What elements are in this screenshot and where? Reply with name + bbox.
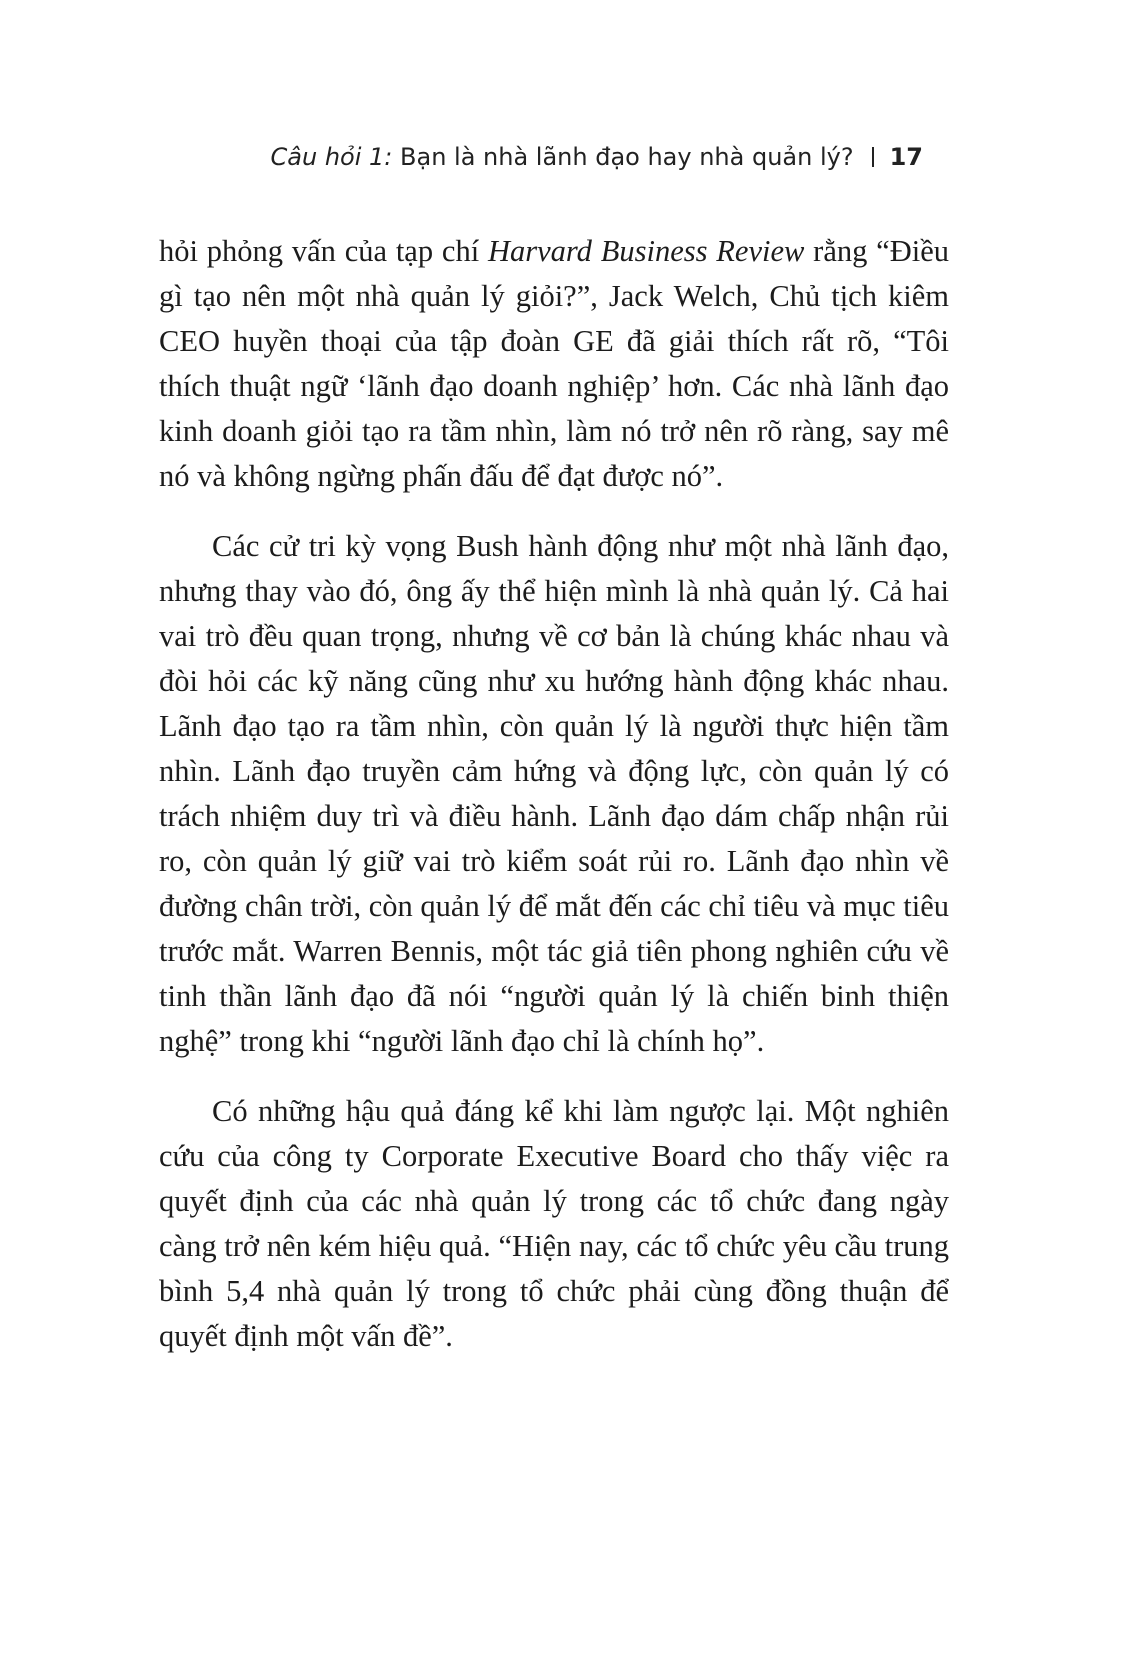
page-number: 17 [889, 143, 923, 171]
publication-title: Harvard Business Review [487, 234, 805, 268]
paragraph-continuation [159, 229, 949, 499]
header-separator [872, 147, 874, 167]
body-text [159, 229, 949, 1384]
paragraph-text: hỏi phỏng vấn của tạp chí [159, 234, 488, 268]
chapter-label: Câu hỏi 1: [270, 143, 393, 171]
chapter-title: Bạn là nhà lãnh đạo hay nhà quản lý? [392, 143, 854, 171]
paragraph: Các cử tri kỳ vọng Bush hành động như một nhà lãnh đạo, nhưng thay vào đó, ông ấy thể hiện mình là nhà quản lý. Cả hai vai trò đều quan trọng, nhưng về cơ bản là chúng khác nhau và đòi hỏi các kỹ năng cũng như xu hướng hành động khác nhau. Lãnh đạo tạo ra tầm nhìn, còn quản lý là người thực hiện tầm nhìn. Lãnh đạo truyền cảm hứng và động lực, còn quản lý có trách nhiệm duy trì và điều hành. Lãnh đạo dám chấp nhận rủi ro, còn quản lý giữ vai trò kiểm soát rủi ro. Lãnh đạo nhìn về đường chân trời, còn quản lý để mắt đến các chỉ tiêu và mục tiêu trước mắt. Warren Bennis, một tác giả tiên phong nghiên cứu về tinh thần lãnh đạo đã nói “người quản lý là chiến binh thiện nghệ” trong khi “người lãnh đạo chỉ là chính họ”. [159, 529, 949, 1058]
paragraph-text: rằng “Điều gì tạo nên một nhà quản lý giỏi?”, Jack Welch, Chủ tịch kiêm CEO huyền thoại của tập đoàn GE đã giải thích rất rõ, “Tôi thích thuật ngữ ‘lãnh đạo doanh nghiệp’ hơn. Các nhà lãnh đạo kinh doanh giỏi tạo ra tầm nhìn, làm nó trở nên rõ ràng, say mê nó và không ngừng phấn đấu để đạt được nó”. [159, 234, 949, 493]
running-header [271, 140, 923, 174]
paragraph: Có những hậu quả đáng kể khi làm ngược lại. Một nghiên cứu của công ty Corporate Executive Board cho thấy việc ra quyết định của các nhà quản lý trong các tổ chức đang ngày càng trở nên kém hiệu quả. “Hiện nay, các tổ chức yêu cầu trung bình 5,4 nhà quản lý trong tổ chức phải cùng đồng thuận để quyết định một vấn đề”. [159, 1094, 949, 1353]
